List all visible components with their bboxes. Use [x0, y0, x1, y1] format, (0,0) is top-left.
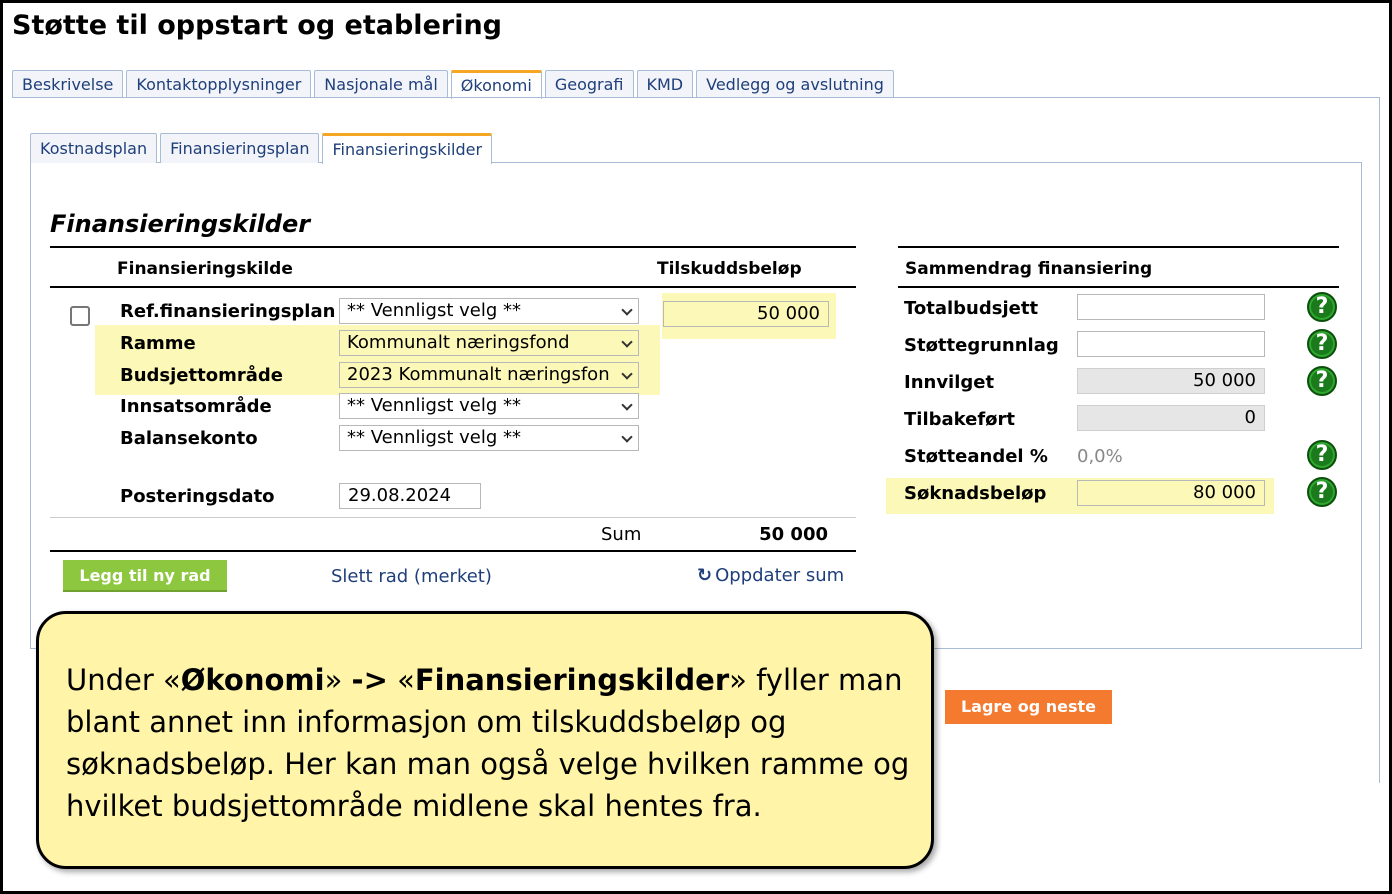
save-next-button[interactable]: Lagre og neste — [945, 690, 1112, 724]
update-sum-label: Oppdater sum — [715, 565, 845, 586]
summary-title: Sammendrag finansiering — [905, 259, 1153, 279]
balanse-select-value: ** Vennligst velg ** — [347, 427, 521, 448]
help-icon[interactable]: ? — [1307, 329, 1337, 359]
budsjett-label: Budsjettområde — [120, 365, 283, 386]
help-icon[interactable]: ? — [1307, 477, 1337, 507]
tab-finansieringsplan[interactable]: Finansieringsplan — [160, 133, 319, 163]
ref-label: Ref.finansieringsplan — [120, 301, 336, 322]
callout-text-4: » fyller man blant annet inn informasjon om tilskuddsbeløp og søknadsbeløp. Her kan man også velge hvilken ramme og hvilket budsjettområde midlene skal hentes fra. — [66, 663, 910, 823]
budsjett-select[interactable] — [339, 362, 639, 388]
chevron-down-icon — [621, 304, 632, 315]
col-header-source: Finansieringskilde — [117, 259, 293, 279]
tab-okonomi[interactable]: Økonomi — [451, 70, 542, 99]
sum-label: Sum — [601, 524, 642, 545]
row-select-checkbox[interactable] — [70, 306, 90, 326]
tab-geografi[interactable]: Geografi — [545, 70, 634, 98]
callout-bold-finansieringskilder: Finansieringskilder — [414, 663, 730, 697]
sum-value: 50 000 — [759, 524, 828, 545]
stottegrunnlag-input[interactable] — [1077, 331, 1265, 357]
innsats-label: Innsatsområde — [120, 396, 272, 417]
ramme-select-value: Kommunalt næringsfond — [347, 332, 570, 353]
innvilget-label: Innvilget — [904, 372, 995, 393]
sub-tabs — [30, 133, 492, 164]
main-tabs-divider — [12, 97, 1380, 98]
totalbudsjett-input[interactable] — [1077, 294, 1265, 320]
tab-nasjonale-mal[interactable]: Nasjonale mål — [314, 70, 448, 98]
chevron-down-icon — [621, 336, 632, 347]
help-icon[interactable]: ? — [1307, 366, 1337, 396]
col-header-amount: Tilskuddsbeløp — [657, 259, 802, 279]
tab-beskrivelse[interactable]: Beskrivelse — [12, 70, 123, 98]
main-panel-border — [1379, 97, 1380, 783]
table-top-rule — [50, 246, 856, 248]
balanse-label: Balansekonto — [120, 428, 258, 449]
help-icon[interactable]: ? — [1307, 440, 1337, 470]
soknadsbelop-input[interactable]: 80 000 — [1077, 480, 1265, 506]
chevron-down-icon — [621, 399, 632, 410]
ref-select[interactable] — [339, 298, 639, 324]
tab-kostnadsplan[interactable]: Kostnadsplan — [30, 133, 157, 163]
chevron-down-icon — [621, 431, 632, 442]
ramme-label: Ramme — [120, 333, 196, 354]
table-bottom-rule — [50, 550, 856, 552]
delete-row-link[interactable]: Slett rad (merket) — [331, 566, 492, 587]
section-title: Finansieringskilder — [50, 210, 311, 238]
tilskuddsbelop-input[interactable]: 50 000 — [663, 301, 829, 327]
ramme-select[interactable] — [339, 330, 639, 356]
tab-vedlegg-og-avslutning[interactable]: Vedlegg og avslutning — [696, 70, 894, 98]
callout-text-3: « — [387, 663, 415, 697]
ref-select-value: ** Vennligst velg ** — [347, 300, 521, 321]
tilbakefort-value: 0 — [1077, 405, 1265, 431]
update-sum-link[interactable] — [697, 565, 844, 586]
callout-text-1: Under « — [66, 663, 181, 697]
callout-bold-arrow: -> — [351, 663, 388, 697]
refresh-icon: ↻ — [697, 565, 713, 586]
summary-header-rule — [898, 286, 1339, 288]
soknadsbelop-label: Søknadsbeløp — [904, 483, 1047, 504]
callout-text-2: » — [324, 663, 352, 697]
chevron-down-icon — [621, 368, 632, 379]
innsats-select[interactable] — [339, 393, 639, 419]
stotteandel-label: Støtteandel % — [904, 446, 1048, 467]
balanse-select[interactable] — [339, 425, 639, 451]
main-tabs — [12, 70, 894, 99]
callout-bold-okonomi: Økonomi — [180, 663, 325, 697]
page-title: Støtte til oppstart og etablering — [12, 10, 502, 41]
stotteandel-value: 0,0% — [1077, 446, 1123, 467]
instruction-callout — [36, 611, 934, 869]
stottegrunnlag-label: Støttegrunnlag — [904, 335, 1059, 356]
tab-finansieringskilder[interactable]: Finansieringskilder — [322, 133, 492, 164]
add-row-button[interactable]: Legg til ny rad — [63, 560, 227, 592]
innsats-select-value: ** Vennligst velg ** — [347, 395, 521, 416]
totalbudsjett-label: Totalbudsjett — [904, 298, 1039, 319]
posteringsdato-input[interactable]: 29.08.2024 — [339, 483, 481, 509]
tab-kontaktopplysninger[interactable]: Kontaktopplysninger — [126, 70, 311, 98]
dato-label: Posteringsdato — [120, 486, 275, 507]
budsjett-select-value: 2023 Kommunalt næringsfon — [347, 364, 610, 385]
tab-kmd[interactable]: KMD — [637, 70, 694, 98]
table-header-rule — [50, 286, 856, 288]
summary-top-rule — [898, 246, 1339, 248]
sum-divider — [50, 517, 856, 518]
tilbakefort-label: Tilbakeført — [904, 409, 1016, 430]
help-icon[interactable]: ? — [1307, 292, 1337, 322]
innvilget-value: 50 000 — [1077, 368, 1265, 394]
